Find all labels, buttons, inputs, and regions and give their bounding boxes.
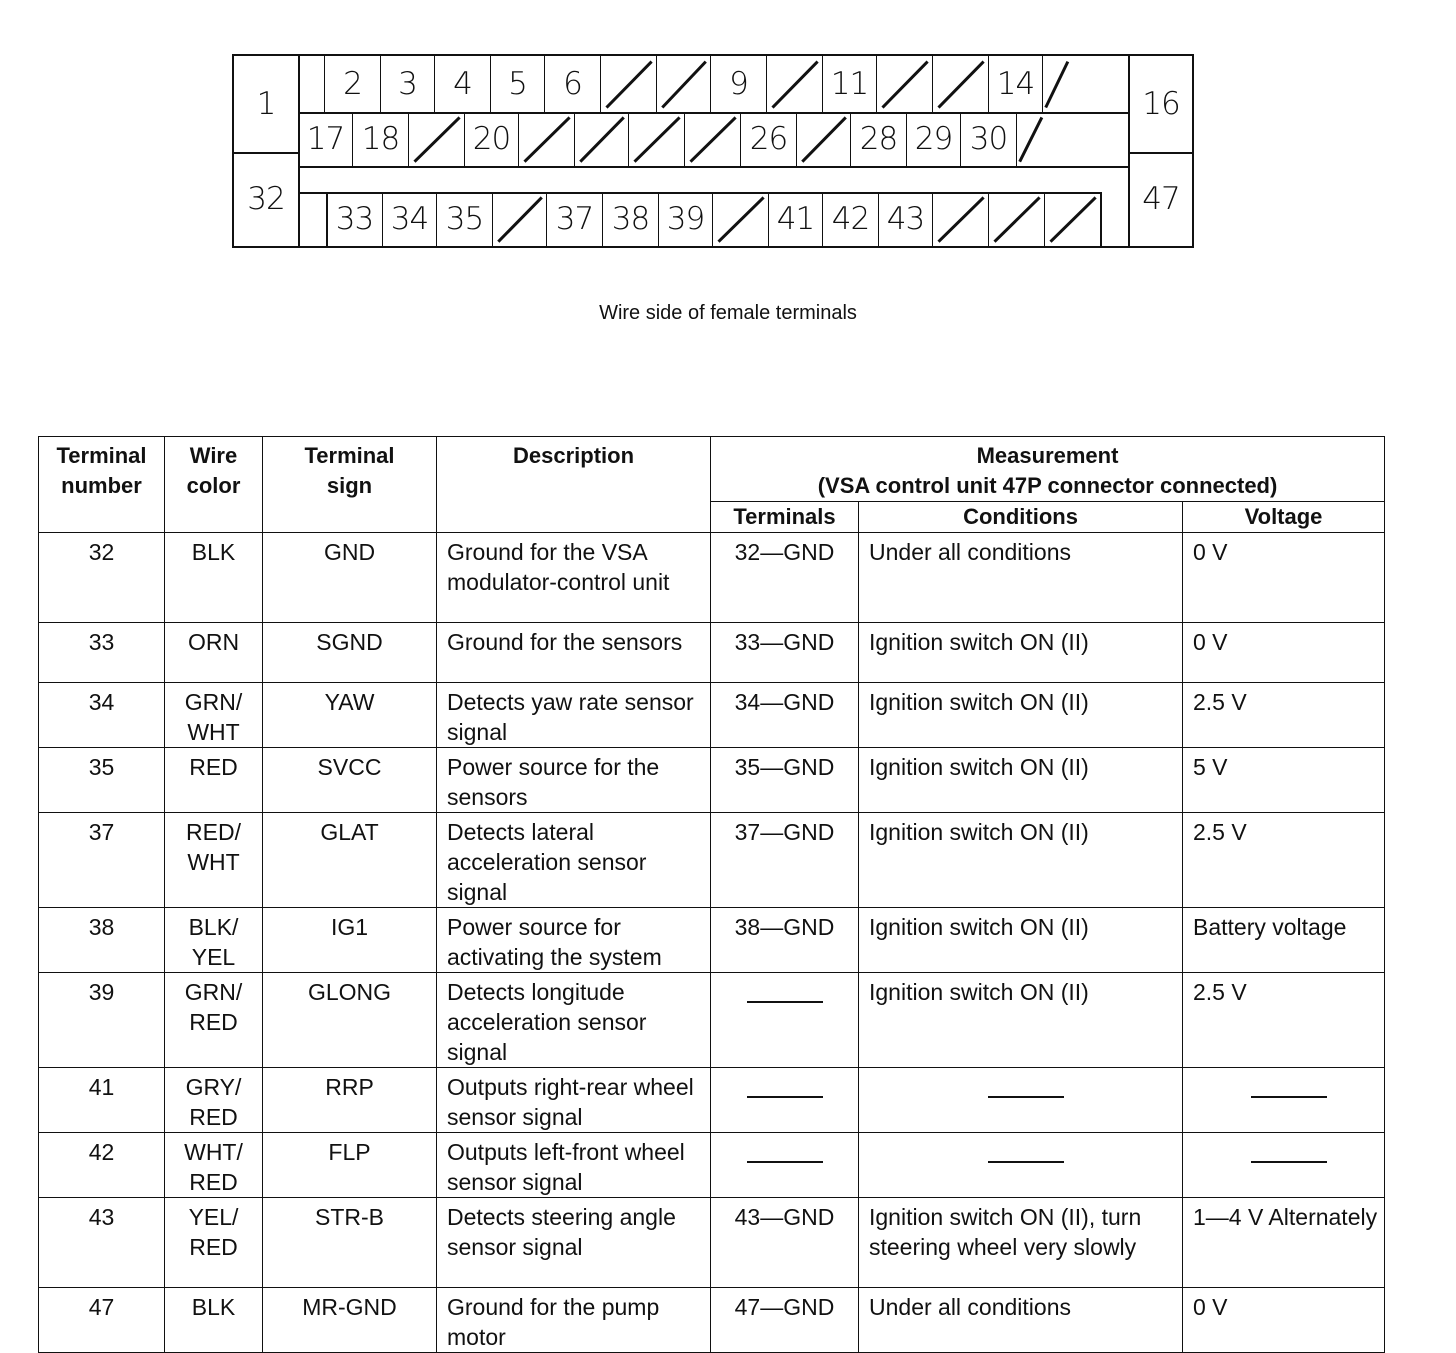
- terminal-9: 9: [710, 56, 766, 112]
- conditions-cell: Ignition switch ON (II), turn steering wheel very slowly: [859, 1198, 1183, 1288]
- empty-terminal-slot: [1016, 112, 1044, 166]
- empty-terminal-slot: [932, 192, 988, 246]
- terminal-33: 33: [326, 192, 382, 246]
- empty-terminal-slot: [600, 56, 656, 112]
- terminal-37: 37: [546, 192, 602, 246]
- conditions-cell: Ignition switch ON (II): [859, 908, 1183, 973]
- terminal-number-cell: 35: [39, 748, 165, 813]
- header-measurement-sub: (VSA control unit 47P connector connected): [817, 473, 1278, 498]
- measurement-terminals-cell: 38—GND: [711, 908, 859, 973]
- description-cell: Detects lateral acceleration sensor signal: [437, 813, 711, 908]
- empty-terminal-slot: [518, 112, 574, 166]
- terminal-number-cell: 47: [39, 1288, 165, 1353]
- header-measurement-title: Measurement: [976, 443, 1119, 468]
- terminal-6: 6: [544, 56, 600, 112]
- empty-terminal-slot: [628, 112, 684, 166]
- description-cell: Power source for activating the system: [437, 908, 711, 973]
- header-terminal-number: Terminal number: [39, 437, 165, 533]
- empty-terminal-slot: [574, 112, 628, 166]
- voltage-cell: 2.5 V: [1183, 683, 1385, 748]
- terminal-39: 39: [658, 192, 712, 246]
- terminal-14: 14: [988, 56, 1042, 112]
- table-row: [39, 908, 1385, 973]
- wire-color-cell: BLK/ YEL: [165, 908, 263, 973]
- header-terminal-sign: Terminal sign: [263, 437, 437, 533]
- voltage-cell: 2.5 V: [1183, 813, 1385, 908]
- connector-diagram: [232, 54, 1194, 248]
- terminal-table-body: [39, 533, 1385, 1353]
- voltage-cell: 0 V: [1183, 1288, 1385, 1353]
- voltage-cell: 0 V: [1183, 623, 1385, 683]
- description-cell: Detects steering angle sensor signal: [437, 1198, 711, 1288]
- measurement-terminals-cell: [711, 1133, 859, 1198]
- conditions-cell: Under all conditions: [859, 533, 1183, 623]
- measurement-terminals-cell: 34—GND: [711, 683, 859, 748]
- terminal-3: 3: [380, 56, 434, 112]
- empty-terminal-slot: [492, 192, 546, 246]
- conditions-cell: Ignition switch ON (II): [859, 748, 1183, 813]
- terminal-sign-cell: STR-B: [263, 1198, 437, 1288]
- terminal-sign-cell: MR-GND: [263, 1288, 437, 1353]
- terminal-38: 38: [602, 192, 658, 246]
- empty-terminal-slot: [1042, 56, 1070, 112]
- terminal-11: 11: [822, 56, 876, 112]
- measurement-terminals-cell: [711, 973, 859, 1068]
- terminal-28: 28: [850, 112, 906, 166]
- voltage-cell: 5 V: [1183, 748, 1385, 813]
- terminal-29: 29: [906, 112, 960, 166]
- table-row: [39, 533, 1385, 623]
- voltage-cell: 0 V: [1183, 533, 1385, 623]
- voltage-cell: Battery voltage: [1183, 908, 1385, 973]
- empty-terminal-slot: [1044, 192, 1100, 246]
- empty-terminal-slot: [408, 112, 464, 166]
- terminal-sign-cell: FLP: [263, 1133, 437, 1198]
- header-wire-color: Wire color: [165, 437, 263, 533]
- not-applicable-dash: [988, 1096, 1064, 1098]
- description-cell: Ground for the pump motor: [437, 1288, 711, 1353]
- terminal-number-cell: 37: [39, 813, 165, 908]
- measurement-terminals-cell: 35—GND: [711, 748, 859, 813]
- description-cell: Detects longitude acceleration sensor signal: [437, 973, 711, 1068]
- terminal-32: 32: [247, 181, 285, 217]
- table-row: [39, 1198, 1385, 1288]
- conditions-cell: [859, 1068, 1183, 1133]
- conditions-cell: Ignition switch ON (II): [859, 683, 1183, 748]
- wire-color-cell: BLK: [165, 1288, 263, 1353]
- table-row: [39, 1068, 1385, 1133]
- not-applicable-dash: [1251, 1096, 1327, 1098]
- wire-color-cell: GRN/ RED: [165, 973, 263, 1068]
- empty-terminal-slot: [684, 112, 740, 166]
- terminal-30: 30: [960, 112, 1016, 166]
- wire-color-cell: YEL/ RED: [165, 1198, 263, 1288]
- terminal-number-cell: 42: [39, 1133, 165, 1198]
- terminal-number-cell: 32: [39, 533, 165, 623]
- not-applicable-dash: [1251, 1161, 1327, 1163]
- measurement-terminals-cell: 43—GND: [711, 1198, 859, 1288]
- conditions-cell: Ignition switch ON (II): [859, 623, 1183, 683]
- terminal-sign-cell: GND: [263, 533, 437, 623]
- voltage-cell: 2.5 V: [1183, 973, 1385, 1068]
- terminal-5: 5: [490, 56, 544, 112]
- measurement-terminals-cell: 47—GND: [711, 1288, 859, 1353]
- header-conditions: Conditions: [859, 502, 1183, 533]
- measurement-terminals-cell: 33—GND: [711, 623, 859, 683]
- row2-bottom-line: [298, 166, 1130, 168]
- terminal-number-cell: 38: [39, 908, 165, 973]
- table-row: [39, 683, 1385, 748]
- conditions-cell: Under all conditions: [859, 1288, 1183, 1353]
- wire-color-cell: RED/ WHT: [165, 813, 263, 908]
- not-applicable-dash: [747, 1001, 823, 1003]
- terminal-20: 20: [464, 112, 518, 166]
- terminal-sign-cell: SGND: [263, 623, 437, 683]
- terminal-43: 43: [878, 192, 932, 246]
- description-cell: Ground for the VSA modulator-control unit: [437, 533, 711, 623]
- terminal-number-cell: 39: [39, 973, 165, 1068]
- row3-right-edge: [1100, 192, 1102, 246]
- terminal-sign-cell: GLONG: [263, 973, 437, 1068]
- empty-terminal-slot: [712, 192, 768, 246]
- voltage-cell: 1—4 V Alternately: [1183, 1198, 1385, 1288]
- diagram-caption: Wire side of female terminals: [599, 302, 857, 324]
- not-applicable-dash: [988, 1161, 1064, 1163]
- wire-color-cell: ORN: [165, 623, 263, 683]
- terminal-sign-cell: RRP: [263, 1068, 437, 1133]
- empty-terminal-slot: [876, 56, 932, 112]
- description-cell: Power source for the sensors: [437, 748, 711, 813]
- conditions-cell: Ignition switch ON (II): [859, 813, 1183, 908]
- voltage-cell: [1183, 1068, 1385, 1133]
- description-cell: Ground for the sensors: [437, 623, 711, 683]
- header-terminals: Terminals: [711, 502, 859, 533]
- wire-color-cell: GRY/ RED: [165, 1068, 263, 1133]
- empty-terminal-slot: [656, 56, 710, 112]
- table-row: [39, 973, 1385, 1068]
- terminal-sign-cell: SVCC: [263, 748, 437, 813]
- conditions-cell: Ignition switch ON (II): [859, 973, 1183, 1068]
- measurement-terminals-cell: [711, 1068, 859, 1133]
- wire-color-cell: BLK: [165, 533, 263, 623]
- terminal-4: 4: [434, 56, 490, 112]
- measurement-terminals-cell: 32—GND: [711, 533, 859, 623]
- terminal-17: 17: [298, 112, 352, 166]
- terminal-47: 47: [1142, 181, 1180, 217]
- header-voltage: Voltage: [1183, 502, 1385, 533]
- empty-terminal-slot: [988, 192, 1044, 246]
- terminal-2: 2: [324, 56, 380, 112]
- table-row: [39, 623, 1385, 683]
- not-applicable-dash: [747, 1096, 823, 1098]
- terminal-18: 18: [352, 112, 408, 166]
- wire-color-cell: RED: [165, 748, 263, 813]
- conditions-cell: [859, 1133, 1183, 1198]
- terminal-42: 42: [822, 192, 878, 246]
- terminal-sign-cell: YAW: [263, 683, 437, 748]
- terminal-number-cell: 33: [39, 623, 165, 683]
- terminal-26: 26: [740, 112, 796, 166]
- table-row: [39, 748, 1385, 813]
- wire-color-cell: WHT/ RED: [165, 1133, 263, 1198]
- not-applicable-dash: [747, 1161, 823, 1163]
- terminal-sign-cell: GLAT: [263, 813, 437, 908]
- empty-terminal-slot: [766, 56, 822, 112]
- description-cell: Detects yaw rate sensor signal: [437, 683, 711, 748]
- table-row: [39, 813, 1385, 908]
- terminal-number-cell: 34: [39, 683, 165, 748]
- description-cell: Outputs left-front wheel sensor signal: [437, 1133, 711, 1198]
- terminal-number-cell: 43: [39, 1198, 165, 1288]
- empty-terminal-slot: [796, 112, 850, 166]
- table-row: [39, 1288, 1385, 1353]
- terminal-sign-cell: IG1: [263, 908, 437, 973]
- table-row: [39, 1133, 1385, 1198]
- measurement-terminals-cell: 37—GND: [711, 813, 859, 908]
- terminal-35: 35: [436, 192, 492, 246]
- description-cell: Outputs right-rear wheel sensor signal: [437, 1068, 711, 1133]
- terminal-41: 41: [768, 192, 822, 246]
- terminal-34: 34: [382, 192, 436, 246]
- terminal-number-cell: 41: [39, 1068, 165, 1133]
- wire-color-cell: GRN/ WHT: [165, 683, 263, 748]
- terminal-16: 16: [1142, 86, 1180, 122]
- voltage-cell: [1183, 1133, 1385, 1198]
- terminal-table: [38, 436, 1385, 1353]
- empty-terminal-slot: [932, 56, 988, 112]
- header-measurement: [711, 437, 1385, 502]
- terminal-1: 1: [256, 86, 276, 122]
- header-description: Description: [437, 437, 711, 533]
